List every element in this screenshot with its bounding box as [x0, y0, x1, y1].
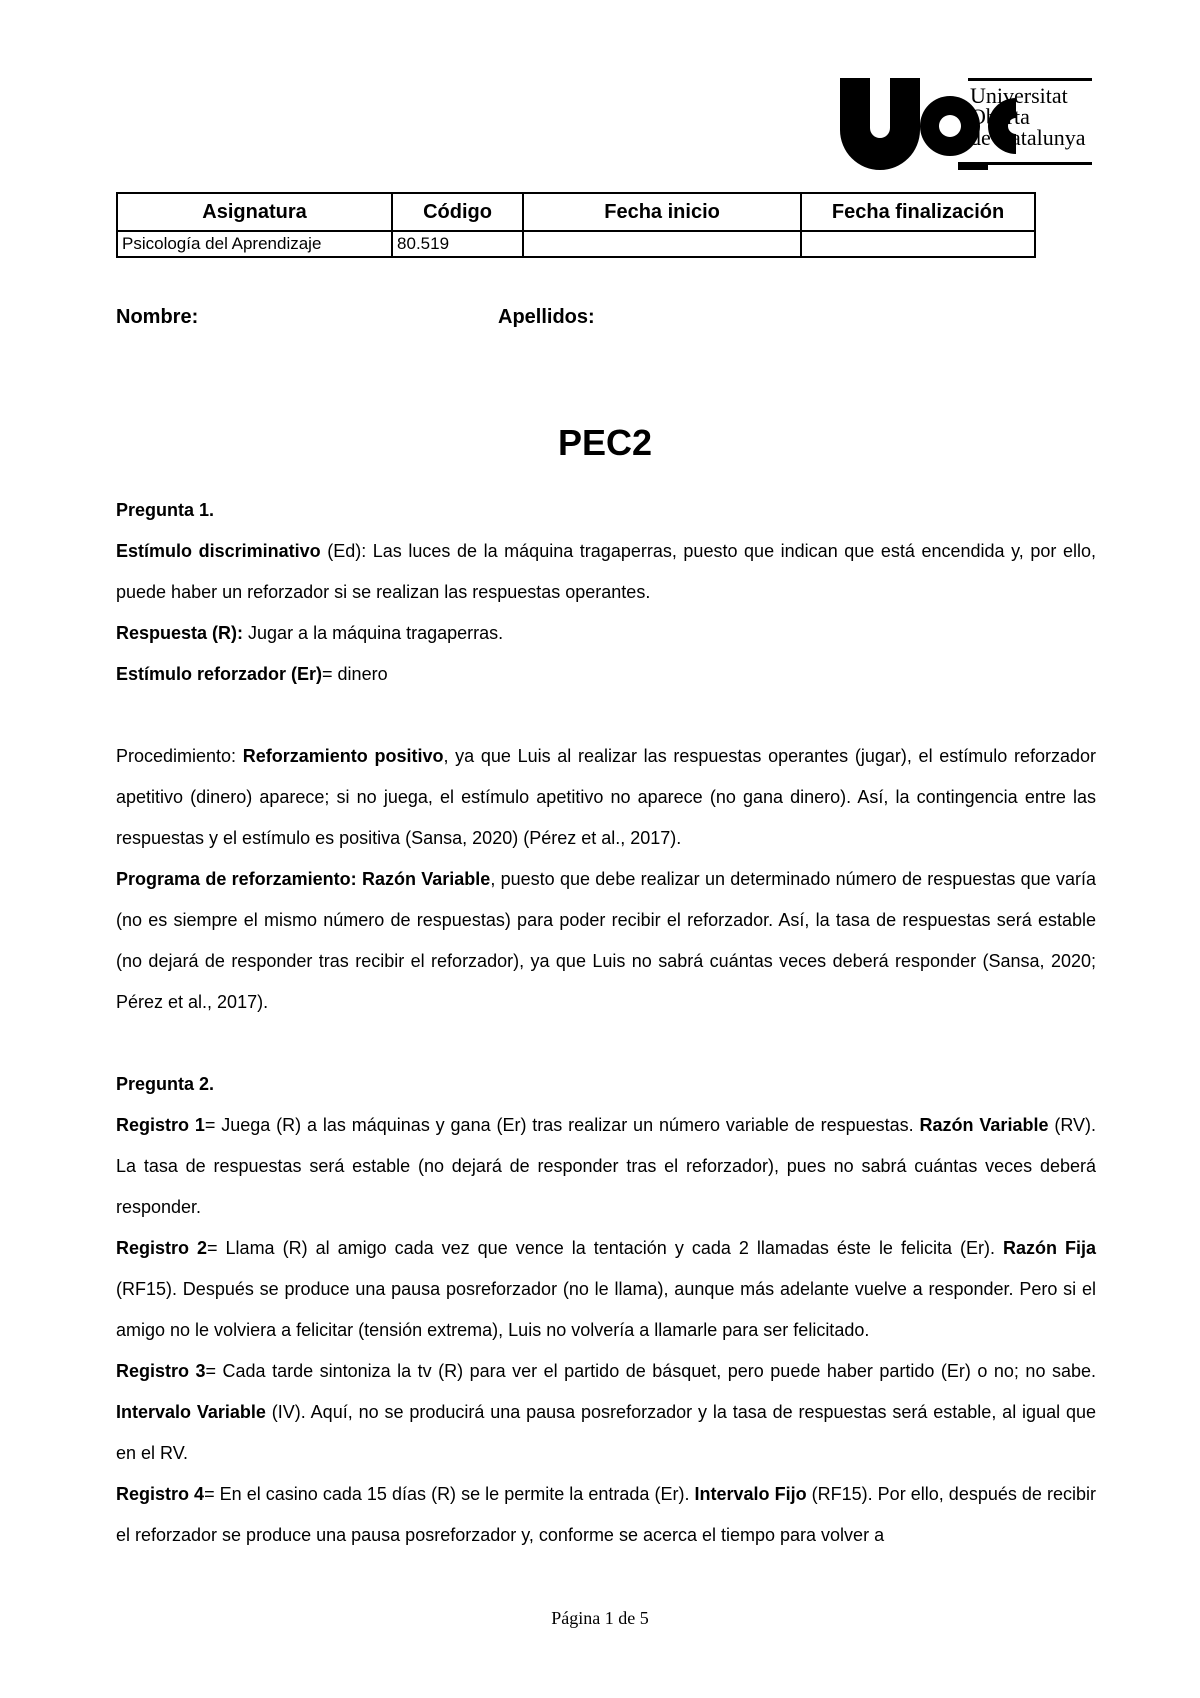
table-header-row — [117, 193, 1035, 231]
paragraph-registro-4: Registro 4= En el casino cada 15 días (R) se le permite la entrada (Er). Intervalo Fijo (RF15). Por ello, después de recibir el reforzador se produce una pausa posreforzador y, conforme se acerca el tiempo para volver a — [116, 1484, 1096, 1545]
document-body — [116, 490, 1096, 1556]
paragraph-ed: Estímulo discriminativo (Ed): Las luces de la máquina tragaperras, puesto que indican que está encendida y, por ello, puede haber un reforzador si se realizan las respuestas operantes. — [116, 541, 1096, 602]
nombre-label: Nombre: — [116, 306, 199, 328]
cell-fecha-finalizacion — [801, 231, 1035, 257]
logo-line-3: de Catalunya — [970, 125, 1086, 150]
paragraph-registro-1: Registro 1= Juega (R) a las máquinas y gana (Er) tras realizar un número variable de respuestas. Razón Variable (RV). La tasa de respuestas será estable (no dejará de responder tras el reforzador), pues no sabrá cuántas veces deberá responder. — [116, 1115, 1097, 1217]
paragraph-r: Respuesta (R): Jugar a la máquina tragaperras. — [116, 623, 504, 643]
logo-line-2: Oberta — [970, 104, 1030, 129]
logo-rule-top — [968, 78, 1092, 81]
paragraph-registro-3: Registro 3= Cada tarde sintoniza la tv (R) para ver el partido de básquet, pero puede haber partido (Er) o no; no sabe. Intervalo Variable (IV). Aquí, no se producirá una pausa posreforzador y la tasa de respuestas será estable, al igual que en el RV. — [116, 1361, 1096, 1463]
page-title: PEC2 — [557, 422, 653, 463]
apellidos-label: Apellidos: — [498, 306, 595, 328]
paragraph-programa: Programa de reforzamiento: Razón Variable, puesto que debe realizar un determinado número de respuestas que varía (no es siempre el mismo número de respuestas) para poder recibir el reforzador. Así, la tasa de respuestas será estable (no dejará de responder tras recibir el reforzador), ya que Luis no sabrá cuántas veces deberá responder (Sansa, 2020; Pérez et al., 2017). — [116, 869, 1096, 1012]
paragraph-registro-2: Registro 2= Llama (R) al amigo cada vez que vence la tentación y cada 2 llamadas éste le felicita (Er). Razón Fija (RF15). Después se produce una pausa posreforzador (no le llama), aunque más adelante vuelve a responder. Pero si el amigo no le volviera a felicitar (tensión extrema), Luis no volvería a llamarle para ser felicitado. — [116, 1238, 1096, 1340]
cell-codigo: 80.519 — [392, 231, 523, 257]
question-1-heading: Pregunta 1. — [116, 500, 215, 520]
header-codigo: Código — [392, 193, 523, 231]
logo-rule-bottom — [968, 162, 1092, 165]
cell-fecha-inicio — [523, 231, 801, 257]
uoc-logo-text — [970, 83, 1086, 150]
logo-line-1: Universitat — [970, 83, 1068, 108]
paragraph-procedimiento: Procedimiento: Reforzamiento positivo, ya que Luis al realizar las respuestas operantes (jugar), el estímulo reforzador apetitivo (dinero) aparece; si no juega, el estímulo apetitivo no aparece (no gana dinero). Así, la contingencia entre las respuestas y el estímulo es positiva (Sansa, 2020) (Pérez et al., 2017). — [116, 746, 1097, 848]
header-asignatura: Asignatura — [117, 193, 392, 231]
table-row — [117, 231, 1035, 257]
cell-asignatura: Psicología del Aprendizaje — [117, 231, 392, 257]
page-number-footer: Página 1 de 5 — [551, 1608, 649, 1628]
paragraph-er: Estímulo reforzador (Er)= dinero — [116, 664, 388, 684]
header-fecha-finalizacion: Fecha finalización — [801, 193, 1035, 231]
course-info-table — [116, 192, 1036, 258]
question-2-heading: Pregunta 2. — [116, 1074, 215, 1094]
header-fecha-inicio: Fecha inicio — [523, 193, 801, 231]
